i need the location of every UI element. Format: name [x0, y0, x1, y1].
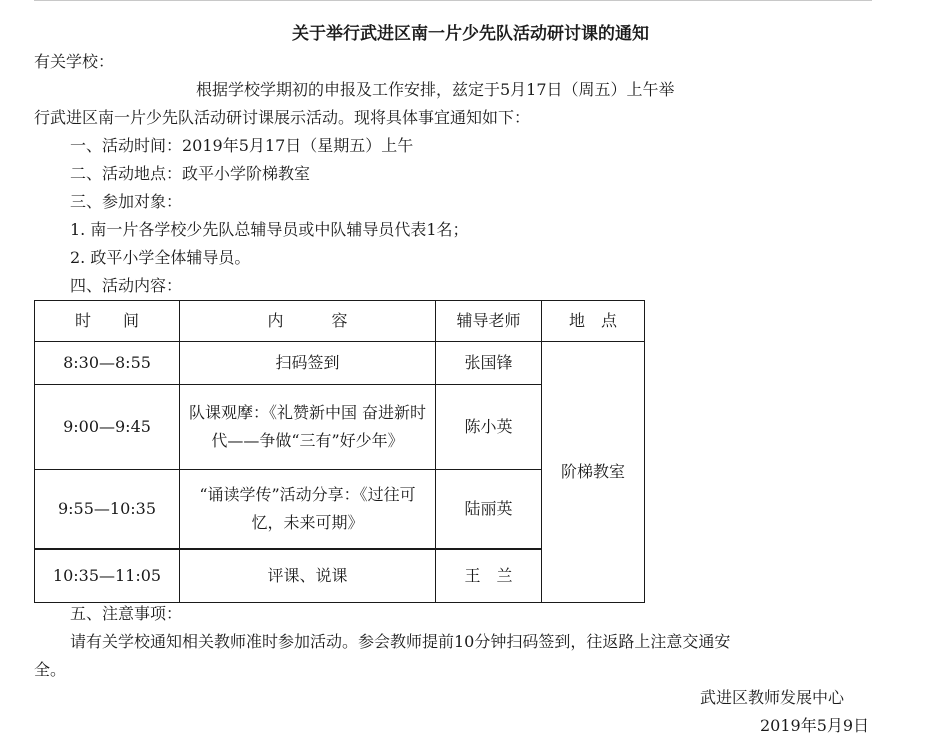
location-cell: 阶梯教室 [542, 342, 645, 603]
row-time: 9:00—9:45 [35, 385, 180, 470]
participants-sub-2: 2. 政平小学全体辅导员。 [70, 248, 251, 267]
signature: 武进区教师发展中心 [700, 688, 845, 707]
row-teacher: 陆丽英 [436, 470, 542, 550]
item-activity-location: 二、活动地点：政平小学阶梯教室 [70, 164, 311, 183]
page-title: 关于举行武进区南一片少先队活动研讨课的通知 [292, 24, 649, 44]
row-content: 评课、说课 [180, 549, 436, 603]
item-activity-content: 四、活动内容： [70, 276, 183, 295]
item-notes: 五、注意事项： [70, 604, 183, 623]
table-header-row [35, 301, 645, 342]
notes-line-1: 请有关学校通知相关教师准时参加活动。参会教师提前10分钟扫码签到，往返路上注意交通安 [70, 632, 731, 651]
row-content: 队课观摩：《礼赞新中国 奋进新时代——争做“三有”好少年》 [180, 385, 436, 470]
header-time: 时 间 [35, 301, 180, 342]
row-time: 8:30—8:55 [35, 342, 180, 385]
intro-line-2: 行武进区南一片少先队活动研讨课展示活动。现将具体事宜通知如下： [34, 108, 531, 127]
row-teacher: 陈小英 [436, 385, 542, 470]
header-teacher: 辅导老师 [436, 301, 542, 342]
addressee: 有关学校： [34, 52, 115, 71]
item-participants: 三、参加对象： [70, 192, 183, 211]
table-row [35, 342, 645, 385]
row-time: 9:55—10:35 [35, 470, 180, 550]
schedule-table [34, 300, 645, 603]
row-content: “诵读学传”活动分享：《过往可忆，未来可期》 [180, 470, 436, 550]
issue-date: 2019年5月9日 [760, 716, 870, 735]
participants-sub-1: 1. 南一片各学校少先队总辅导员或中队辅导员代表1名； [70, 220, 469, 239]
row-teacher: 张国锋 [436, 342, 542, 385]
row-time: 10:35—11:05 [35, 549, 180, 603]
header-content: 内 容 [180, 301, 436, 342]
notes-line-2: 全。 [34, 660, 67, 679]
top-divider [34, 0, 872, 1]
row-teacher: 王 兰 [436, 549, 542, 603]
header-location: 地 点 [542, 301, 645, 342]
row-content: 扫码签到 [180, 342, 436, 385]
intro-line-1: 根据学校学期初的申报及工作安排，兹定于5月17日（周五）上午举 [196, 80, 675, 99]
item-activity-time: 一、活动时间：2019年5月17日（星期五）上午 [70, 136, 414, 155]
